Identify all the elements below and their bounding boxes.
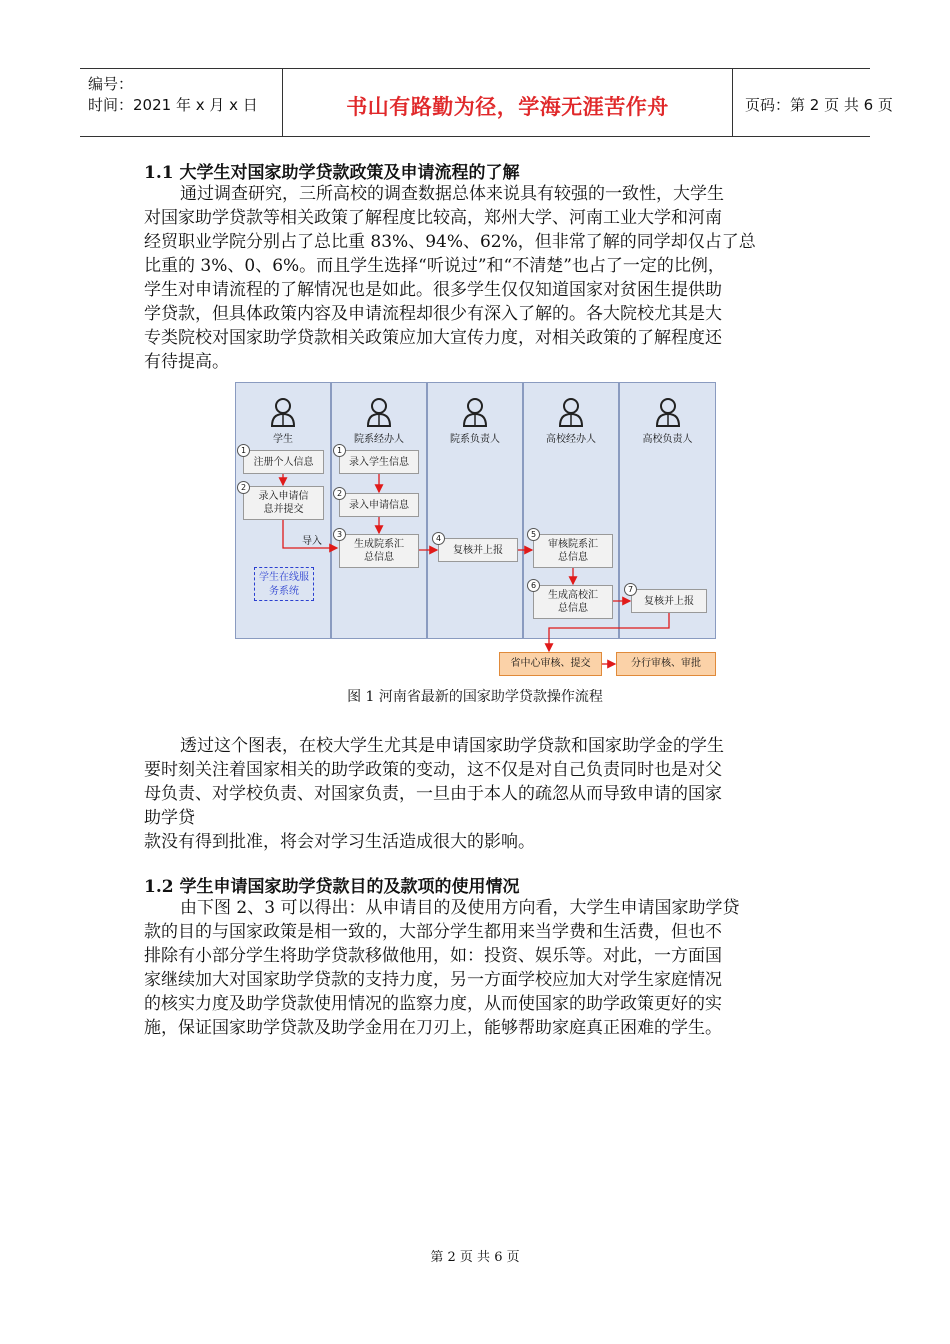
import-label: 导入 xyxy=(302,536,322,547)
step-number: 5 xyxy=(527,528,540,541)
section-1-1-paragraph xyxy=(144,182,812,374)
step-number: 2 xyxy=(237,481,250,494)
step-review-report-school: 复核并上报 xyxy=(631,589,707,613)
text-line: 助学贷 xyxy=(144,808,195,828)
text-line: 由下图 2、3 可以得出：从申请目的及使用方向看，大学生申请国家助学贷 xyxy=(180,898,740,918)
person-icon xyxy=(655,397,681,427)
section-heading-1-1: 1.1 大学生对国家助学贷款政策及申请流程的了解 xyxy=(144,163,520,183)
number-label: 编号： xyxy=(88,75,134,93)
student-online-system: 学生在线服务系统 xyxy=(254,567,314,601)
step-number: 7 xyxy=(624,583,637,596)
step-audit-dept-summary: 审核院系汇总信息 xyxy=(533,534,613,568)
page-header xyxy=(80,68,893,137)
text-line: 经贸职业学院分别占了总比重 83%、94%、62%，但非常了解的同学却仅占了总 xyxy=(144,232,756,252)
text-line: 学生对申请流程的了解情况也是如此。很多学生仅仅知道国家对贫困生提供助 xyxy=(144,280,722,300)
text-line: 款的目的与国家政策是相一致的，大部分学生都用来当学费和生活费，但也不 xyxy=(144,922,722,942)
figure-caption: 图 1 河南省最新的国家助学贷款操作流程 xyxy=(347,689,603,705)
motto: 书山有路勤为径，学海无涯苦作舟 xyxy=(346,95,669,119)
header-motto-cell xyxy=(283,69,733,136)
page-label: 页码：第 2 页 共 6 页 xyxy=(745,96,893,114)
text-line: 对国家助学贷款等相关政策了解程度比较高，郑州大学、河南工业大学和河南 xyxy=(144,208,722,228)
lane-label: 高校经办人 xyxy=(546,434,596,445)
step-enter-application-info: 录入申请信息 xyxy=(339,493,419,517)
step-number: 1 xyxy=(237,444,250,457)
step-enter-application: 录入申请信息并提交 xyxy=(243,486,324,520)
text-line: 要时刻关注着国家相关的助学政策的变动，这不仅是对自己负责同时也是对父 xyxy=(144,760,722,780)
lane-label: 院系经办人 xyxy=(354,434,404,445)
text-line: 有待提高。 xyxy=(144,352,229,372)
section-1-2-paragraph xyxy=(144,896,812,1040)
step-number: 6 xyxy=(527,579,540,592)
page-footer: 第 2 页 共 6 页 xyxy=(430,1250,520,1265)
lane-label: 院系负责人 xyxy=(450,434,500,445)
person-icon xyxy=(270,397,296,427)
step-register-info: 注册个人信息 xyxy=(243,450,324,474)
text-line: 母负责、对学校负责、对国家负责，一旦由于本人的疏忽从而导致申请的国家 xyxy=(144,784,722,804)
step-generate-school-summary: 生成高校汇总信息 xyxy=(533,585,613,619)
text-line: 透过这个图表，在校大学生尤其是申请国家助学贷款和国家助学金的学生 xyxy=(180,736,724,756)
step-review-report-dept: 复核并上报 xyxy=(438,538,518,562)
text-line: 排除有小部分学生将助学贷款移做他用，如：投资、娱乐等。对此，一方面国 xyxy=(144,946,722,966)
section-heading-1-2: 1.2 学生申请国家助学贷款目的及款项的使用情况 xyxy=(144,877,520,897)
lane-label: 学生 xyxy=(273,434,293,445)
figure-discussion-paragraph xyxy=(144,734,812,854)
lane-dept-head xyxy=(427,382,523,639)
text-line: 专类院校对国家助学贷款相关政策应加大宣传力度，对相关政策的了解程度还 xyxy=(144,328,722,348)
step-generate-dept-summary: 生成院系汇总信息 xyxy=(339,534,419,568)
text-line: 款没有得到批准，将会对学习生活造成很大的影响。 xyxy=(144,832,535,852)
bank-review-approve: 分行审核、审批 xyxy=(616,652,716,676)
person-icon xyxy=(366,397,392,427)
step-enter-student-info: 录入学生信息 xyxy=(339,450,419,474)
header-info-cell xyxy=(80,69,283,136)
text-line: 的核实力度及助学贷款使用情况的监察力度，从而使国家的助学政策更好的实 xyxy=(144,994,722,1014)
header-page-cell xyxy=(733,69,893,136)
text-line: 比重的 3%、0、6%。而且学生选择“听说过”和“不清楚”也占了一定的比例， xyxy=(144,256,725,276)
step-number: 2 xyxy=(333,487,346,500)
text-line: 学贷款，但具体政策内容及申请流程却很少有深入了解的。各大院校尤其是大 xyxy=(144,304,722,324)
step-number: 3 xyxy=(333,528,346,541)
loan-process-flowchart xyxy=(235,382,716,639)
text-line: 施，保证国家助学贷款及助学金用在刀刃上，能够帮助家庭真正困难的学生。 xyxy=(144,1018,722,1038)
step-number: 1 xyxy=(333,444,346,457)
person-icon xyxy=(558,397,584,427)
date-label: 时间：2021 年 x 月 x 日 xyxy=(88,96,258,114)
person-icon xyxy=(462,397,488,427)
text-line: 家继续加大对国家助学贷款的支持力度，另一方面学校应加大对学生家庭情况 xyxy=(144,970,722,990)
step-number: 4 xyxy=(432,532,445,545)
province-center-review: 省中心审核、提交 xyxy=(499,652,602,676)
text-line: 通过调查研究，三所高校的调查数据总体来说具有较强的一致性，大学生 xyxy=(180,184,724,204)
lane-label: 高校负责人 xyxy=(642,434,693,445)
